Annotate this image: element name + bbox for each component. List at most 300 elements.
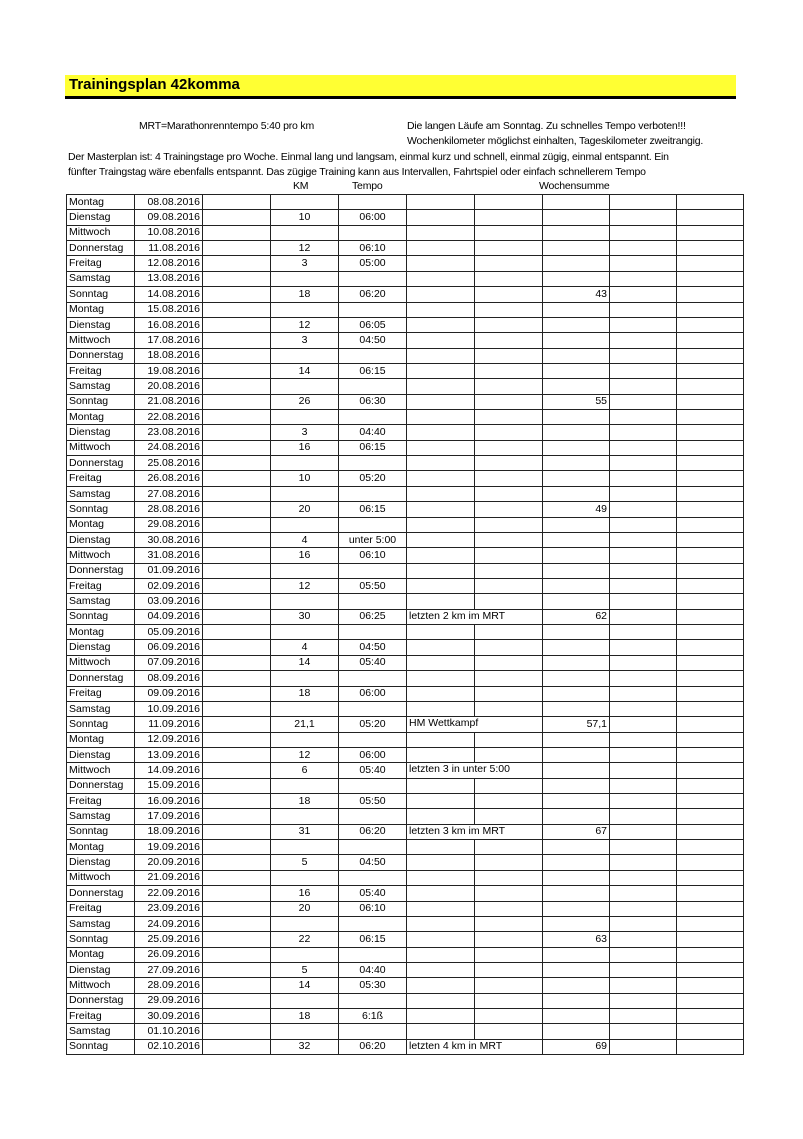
day-cell[interactable]: Donnerstag (67, 886, 135, 901)
empty-cell[interactable] (610, 425, 677, 440)
empty-cell[interactable] (610, 363, 677, 378)
note-cell[interactable] (407, 932, 475, 947)
note-cell[interactable] (407, 747, 475, 762)
tempo-cell[interactable]: 06:20 (339, 287, 407, 302)
empty-cell[interactable] (475, 778, 543, 793)
note-cell[interactable] (407, 594, 475, 609)
km-cell[interactable]: 3 (271, 425, 339, 440)
empty-cell[interactable] (610, 1009, 677, 1024)
note-cell[interactable] (407, 671, 475, 686)
date-cell[interactable]: 29.09.2016 (135, 993, 203, 1008)
empty-cell[interactable] (610, 287, 677, 302)
empty-cell[interactable] (677, 886, 744, 901)
empty-cell[interactable] (475, 993, 543, 1008)
km-cell[interactable] (271, 916, 339, 931)
empty-cell[interactable] (677, 210, 744, 225)
tempo-cell[interactable]: 06:00 (339, 747, 407, 762)
day-cell[interactable]: Montag (67, 517, 135, 532)
note-cell[interactable] (407, 471, 475, 486)
wochensumme-cell[interactable] (543, 578, 610, 593)
empty-cell[interactable] (610, 609, 677, 624)
km-cell[interactable]: 12 (271, 241, 339, 256)
note-cell[interactable] (407, 855, 475, 870)
wochensumme-cell[interactable] (543, 532, 610, 547)
wochensumme-cell[interactable] (543, 225, 610, 240)
km-cell[interactable] (271, 1024, 339, 1039)
tempo-cell[interactable] (339, 410, 407, 425)
empty-cell[interactable] (677, 271, 744, 286)
day-cell[interactable]: Montag (67, 302, 135, 317)
tempo-cell[interactable]: 05:40 (339, 763, 407, 778)
date-cell[interactable]: 05.09.2016 (135, 625, 203, 640)
empty-cell[interactable] (203, 763, 271, 778)
tempo-cell[interactable] (339, 732, 407, 747)
km-cell[interactable]: 12 (271, 317, 339, 332)
km-cell[interactable]: 26 (271, 394, 339, 409)
day-cell[interactable]: Freitag (67, 686, 135, 701)
empty-cell[interactable] (610, 824, 677, 839)
empty-cell[interactable] (610, 947, 677, 962)
empty-cell[interactable] (610, 993, 677, 1008)
date-cell[interactable]: 02.10.2016 (135, 1039, 203, 1054)
note-cell[interactable] (407, 840, 475, 855)
day-cell[interactable]: Donnerstag (67, 348, 135, 363)
empty-cell[interactable] (475, 578, 543, 593)
note-cell[interactable] (407, 410, 475, 425)
tempo-cell[interactable]: 05:40 (339, 886, 407, 901)
empty-cell[interactable] (475, 671, 543, 686)
empty-cell[interactable] (475, 363, 543, 378)
day-cell[interactable]: Sonntag (67, 1039, 135, 1054)
day-cell[interactable]: Freitag (67, 1009, 135, 1024)
km-cell[interactable] (271, 625, 339, 640)
date-cell[interactable]: 28.08.2016 (135, 502, 203, 517)
empty-cell[interactable] (610, 932, 677, 947)
empty-cell[interactable] (203, 363, 271, 378)
day-cell[interactable]: Dienstag (67, 532, 135, 547)
empty-cell[interactable] (203, 1024, 271, 1039)
empty-cell[interactable] (203, 302, 271, 317)
empty-cell[interactable] (610, 394, 677, 409)
empty-cell[interactable] (677, 517, 744, 532)
empty-cell[interactable] (475, 855, 543, 870)
km-cell[interactable] (271, 671, 339, 686)
empty-cell[interactable] (203, 886, 271, 901)
note-cell[interactable] (407, 394, 475, 409)
date-cell[interactable]: 02.09.2016 (135, 578, 203, 593)
day-cell[interactable]: Samstag (67, 916, 135, 931)
empty-cell[interactable] (677, 440, 744, 455)
empty-cell[interactable] (677, 548, 744, 563)
wochensumme-cell[interactable]: 63 (543, 932, 610, 947)
day-cell[interactable]: Montag (67, 840, 135, 855)
note-cell[interactable] (407, 1009, 475, 1024)
day-cell[interactable]: Dienstag (67, 640, 135, 655)
empty-cell[interactable] (475, 1009, 543, 1024)
empty-cell[interactable] (677, 640, 744, 655)
empty-cell[interactable] (475, 901, 543, 916)
km-cell[interactable]: 6 (271, 763, 339, 778)
day-cell[interactable]: Dienstag (67, 962, 135, 977)
km-cell[interactable]: 30 (271, 609, 339, 624)
empty-cell[interactable] (610, 916, 677, 931)
date-cell[interactable]: 27.08.2016 (135, 486, 203, 501)
note-cell[interactable] (407, 363, 475, 378)
km-cell[interactable] (271, 840, 339, 855)
empty-cell[interactable] (610, 317, 677, 332)
day-cell[interactable]: Montag (67, 410, 135, 425)
empty-cell[interactable] (610, 256, 677, 271)
date-cell[interactable]: 15.08.2016 (135, 302, 203, 317)
wochensumme-cell[interactable] (543, 317, 610, 332)
tempo-cell[interactable]: 06:15 (339, 440, 407, 455)
day-cell[interactable]: Samstag (67, 1024, 135, 1039)
note-cell[interactable] (407, 563, 475, 578)
note-cell[interactable] (407, 548, 475, 563)
empty-cell[interactable] (677, 456, 744, 471)
note-cell[interactable] (407, 425, 475, 440)
note-cell[interactable] (407, 809, 475, 824)
empty-cell[interactable] (203, 1039, 271, 1054)
km-cell[interactable] (271, 563, 339, 578)
note-cell[interactable] (407, 993, 475, 1008)
km-cell[interactable]: 12 (271, 578, 339, 593)
tempo-cell[interactable] (339, 778, 407, 793)
empty-cell[interactable] (203, 609, 271, 624)
day-cell[interactable]: Samstag (67, 701, 135, 716)
empty-cell[interactable] (610, 1024, 677, 1039)
tempo-cell[interactable]: 04:50 (339, 640, 407, 655)
note-cell[interactable] (407, 655, 475, 670)
empty-cell[interactable] (677, 578, 744, 593)
day-cell[interactable]: Freitag (67, 363, 135, 378)
date-cell[interactable]: 17.08.2016 (135, 333, 203, 348)
tempo-cell[interactable]: 06:25 (339, 609, 407, 624)
date-cell[interactable]: 26.08.2016 (135, 471, 203, 486)
empty-cell[interactable] (475, 962, 543, 977)
note-cell[interactable] (407, 532, 475, 547)
wochensumme-cell[interactable] (543, 671, 610, 686)
km-cell[interactable]: 18 (271, 686, 339, 701)
wochensumme-cell[interactable] (543, 778, 610, 793)
note-cell[interactable] (407, 732, 475, 747)
empty-cell[interactable] (475, 394, 543, 409)
km-cell[interactable] (271, 302, 339, 317)
day-cell[interactable]: Montag (67, 732, 135, 747)
empty-cell[interactable] (475, 410, 543, 425)
empty-cell[interactable] (475, 809, 543, 824)
empty-cell[interactable] (610, 870, 677, 885)
empty-cell[interactable] (610, 747, 677, 762)
note-cell[interactable] (407, 947, 475, 962)
note-cell[interactable] (407, 701, 475, 716)
tempo-cell[interactable] (339, 701, 407, 716)
wochensumme-cell[interactable] (543, 947, 610, 962)
km-cell[interactable]: 10 (271, 210, 339, 225)
empty-cell[interactable] (475, 517, 543, 532)
empty-cell[interactable] (610, 333, 677, 348)
tempo-cell[interactable]: 06:15 (339, 932, 407, 947)
wochensumme-cell[interactable] (543, 425, 610, 440)
km-cell[interactable] (271, 778, 339, 793)
empty-cell[interactable] (475, 271, 543, 286)
empty-cell[interactable] (677, 671, 744, 686)
km-cell[interactable]: 14 (271, 978, 339, 993)
day-cell[interactable]: Samstag (67, 594, 135, 609)
empty-cell[interactable] (677, 763, 744, 778)
empty-cell[interactable] (610, 701, 677, 716)
day-cell[interactable]: Mittwoch (67, 225, 135, 240)
km-cell[interactable] (271, 225, 339, 240)
wochensumme-cell[interactable] (543, 840, 610, 855)
wochensumme-cell[interactable] (543, 901, 610, 916)
km-cell[interactable]: 5 (271, 855, 339, 870)
date-cell[interactable]: 29.08.2016 (135, 517, 203, 532)
empty-cell[interactable] (203, 778, 271, 793)
day-cell[interactable]: Sonntag (67, 717, 135, 732)
tempo-cell[interactable] (339, 302, 407, 317)
empty-cell[interactable] (677, 317, 744, 332)
day-cell[interactable]: Sonntag (67, 824, 135, 839)
empty-cell[interactable] (610, 548, 677, 563)
date-cell[interactable]: 03.09.2016 (135, 594, 203, 609)
empty-cell[interactable] (203, 993, 271, 1008)
day-cell[interactable]: Donnerstag (67, 671, 135, 686)
empty-cell[interactable] (610, 440, 677, 455)
tempo-cell[interactable]: 04:40 (339, 962, 407, 977)
date-cell[interactable]: 25.08.2016 (135, 456, 203, 471)
tempo-cell[interactable]: 04:40 (339, 425, 407, 440)
date-cell[interactable]: 23.09.2016 (135, 901, 203, 916)
km-cell[interactable]: 10 (271, 471, 339, 486)
tempo-cell[interactable] (339, 671, 407, 686)
day-cell[interactable]: Sonntag (67, 609, 135, 624)
empty-cell[interactable] (677, 932, 744, 947)
empty-cell[interactable] (610, 271, 677, 286)
empty-cell[interactable] (677, 625, 744, 640)
empty-cell[interactable] (203, 747, 271, 762)
date-cell[interactable]: 18.08.2016 (135, 348, 203, 363)
empty-cell[interactable] (677, 1009, 744, 1024)
date-cell[interactable]: 20.08.2016 (135, 379, 203, 394)
empty-cell[interactable] (610, 502, 677, 517)
wochensumme-cell[interactable] (543, 993, 610, 1008)
empty-cell[interactable] (203, 471, 271, 486)
km-cell[interactable]: 16 (271, 886, 339, 901)
note-cell[interactable] (407, 916, 475, 931)
empty-cell[interactable] (475, 732, 543, 747)
date-cell[interactable]: 31.08.2016 (135, 548, 203, 563)
empty-cell[interactable] (203, 317, 271, 332)
empty-cell[interactable] (203, 640, 271, 655)
wochensumme-cell[interactable] (543, 333, 610, 348)
empty-cell[interactable] (475, 425, 543, 440)
note-cell[interactable] (407, 609, 506, 624)
empty-cell[interactable] (203, 563, 271, 578)
date-cell[interactable]: 30.08.2016 (135, 532, 203, 547)
empty-cell[interactable] (677, 287, 744, 302)
day-cell[interactable]: Donnerstag (67, 993, 135, 1008)
empty-cell[interactable] (203, 394, 271, 409)
km-cell[interactable]: 18 (271, 794, 339, 809)
note-cell[interactable] (407, 686, 475, 701)
empty-cell[interactable] (203, 486, 271, 501)
tempo-cell[interactable]: 06:15 (339, 363, 407, 378)
empty-cell[interactable] (203, 287, 271, 302)
empty-cell[interactable] (475, 1024, 543, 1039)
empty-cell[interactable] (475, 195, 543, 210)
note-cell[interactable] (407, 333, 475, 348)
empty-cell[interactable] (475, 640, 543, 655)
km-cell[interactable]: 20 (271, 502, 339, 517)
empty-cell[interactable] (610, 732, 677, 747)
km-cell[interactable] (271, 379, 339, 394)
empty-cell[interactable] (203, 517, 271, 532)
empty-cell[interactable] (610, 855, 677, 870)
empty-cell[interactable] (203, 717, 271, 732)
wochensumme-cell[interactable] (543, 517, 610, 532)
empty-cell[interactable] (677, 486, 744, 501)
empty-cell[interactable] (677, 1024, 744, 1039)
empty-cell[interactable] (677, 241, 744, 256)
empty-cell[interactable] (610, 640, 677, 655)
wochensumme-cell[interactable] (543, 916, 610, 931)
date-cell[interactable]: 24.08.2016 (135, 440, 203, 455)
empty-cell[interactable] (610, 840, 677, 855)
empty-cell[interactable] (610, 241, 677, 256)
day-cell[interactable]: Donnerstag (67, 241, 135, 256)
empty-cell[interactable] (677, 809, 744, 824)
empty-cell[interactable] (610, 471, 677, 486)
empty-cell[interactable] (475, 701, 543, 716)
wochensumme-cell[interactable] (543, 302, 610, 317)
tempo-cell[interactable]: 06:15 (339, 502, 407, 517)
date-cell[interactable]: 06.09.2016 (135, 640, 203, 655)
empty-cell[interactable] (610, 486, 677, 501)
empty-cell[interactable] (475, 794, 543, 809)
date-cell[interactable]: 20.09.2016 (135, 855, 203, 870)
km-cell[interactable]: 32 (271, 1039, 339, 1054)
day-cell[interactable]: Samstag (67, 486, 135, 501)
date-cell[interactable]: 16.09.2016 (135, 794, 203, 809)
empty-cell[interactable] (475, 932, 543, 947)
tempo-cell[interactable]: 06:10 (339, 901, 407, 916)
km-cell[interactable]: 31 (271, 824, 339, 839)
date-cell[interactable]: 07.09.2016 (135, 655, 203, 670)
empty-cell[interactable] (677, 978, 744, 993)
empty-cell[interactable] (203, 824, 271, 839)
day-cell[interactable]: Freitag (67, 578, 135, 593)
tempo-cell[interactable]: 06:20 (339, 824, 407, 839)
empty-cell[interactable] (677, 425, 744, 440)
km-cell[interactable] (271, 486, 339, 501)
tempo-cell[interactable]: 06:00 (339, 210, 407, 225)
day-cell[interactable]: Montag (67, 195, 135, 210)
km-cell[interactable] (271, 809, 339, 824)
empty-cell[interactable] (203, 701, 271, 716)
day-cell[interactable]: Donnerstag (67, 563, 135, 578)
empty-cell[interactable] (677, 993, 744, 1008)
empty-cell[interactable] (203, 1009, 271, 1024)
empty-cell[interactable] (203, 410, 271, 425)
tempo-cell[interactable] (339, 348, 407, 363)
date-cell[interactable]: 18.09.2016 (135, 824, 203, 839)
wochensumme-cell[interactable] (543, 594, 610, 609)
tempo-cell[interactable] (339, 947, 407, 962)
empty-cell[interactable] (475, 241, 543, 256)
date-cell[interactable]: 09.09.2016 (135, 686, 203, 701)
empty-cell[interactable] (203, 932, 271, 947)
empty-cell[interactable] (475, 456, 543, 471)
wochensumme-cell[interactable] (543, 241, 610, 256)
km-cell[interactable] (271, 594, 339, 609)
empty-cell[interactable] (475, 532, 543, 547)
date-cell[interactable]: 26.09.2016 (135, 947, 203, 962)
empty-cell[interactable] (475, 379, 543, 394)
tempo-cell[interactable] (339, 916, 407, 931)
tempo-cell[interactable] (339, 993, 407, 1008)
wochensumme-cell[interactable] (543, 563, 610, 578)
date-cell[interactable]: 09.08.2016 (135, 210, 203, 225)
empty-cell[interactable] (677, 794, 744, 809)
tempo-cell[interactable]: 05:00 (339, 256, 407, 271)
wochensumme-cell[interactable] (543, 686, 610, 701)
empty-cell[interactable] (677, 655, 744, 670)
empty-cell[interactable] (610, 655, 677, 670)
empty-cell[interactable] (677, 870, 744, 885)
empty-cell[interactable] (677, 302, 744, 317)
date-cell[interactable]: 04.09.2016 (135, 609, 203, 624)
date-cell[interactable]: 10.08.2016 (135, 225, 203, 240)
empty-cell[interactable] (610, 886, 677, 901)
date-cell[interactable]: 22.08.2016 (135, 410, 203, 425)
day-cell[interactable]: Dienstag (67, 855, 135, 870)
tempo-cell[interactable] (339, 840, 407, 855)
empty-cell[interactable] (610, 686, 677, 701)
empty-cell[interactable] (203, 655, 271, 670)
tempo-cell[interactable]: 06:30 (339, 394, 407, 409)
empty-cell[interactable] (475, 471, 543, 486)
empty-cell[interactable] (677, 901, 744, 916)
note-cell[interactable] (407, 1024, 475, 1039)
empty-cell[interactable] (610, 671, 677, 686)
tempo-cell[interactable]: 04:50 (339, 855, 407, 870)
empty-cell[interactable] (475, 625, 543, 640)
note-cell[interactable] (407, 1039, 503, 1054)
empty-cell[interactable] (203, 333, 271, 348)
empty-cell[interactable] (677, 394, 744, 409)
date-cell[interactable]: 21.09.2016 (135, 870, 203, 885)
empty-cell[interactable] (203, 840, 271, 855)
day-cell[interactable]: Dienstag (67, 210, 135, 225)
day-cell[interactable]: Mittwoch (67, 870, 135, 885)
empty-cell[interactable] (610, 901, 677, 916)
wochensumme-cell[interactable] (543, 210, 610, 225)
date-cell[interactable]: 01.10.2016 (135, 1024, 203, 1039)
date-cell[interactable]: 14.09.2016 (135, 763, 203, 778)
empty-cell[interactable] (610, 302, 677, 317)
empty-cell[interactable] (677, 1039, 744, 1054)
wochensumme-cell[interactable] (543, 870, 610, 885)
wochensumme-cell[interactable]: 67 (543, 824, 610, 839)
empty-cell[interactable] (475, 563, 543, 578)
wochensumme-cell[interactable] (543, 256, 610, 271)
empty-cell[interactable] (203, 962, 271, 977)
wochensumme-cell[interactable] (543, 747, 610, 762)
note-cell[interactable] (407, 348, 475, 363)
empty-cell[interactable] (677, 962, 744, 977)
day-cell[interactable]: Mittwoch (67, 548, 135, 563)
